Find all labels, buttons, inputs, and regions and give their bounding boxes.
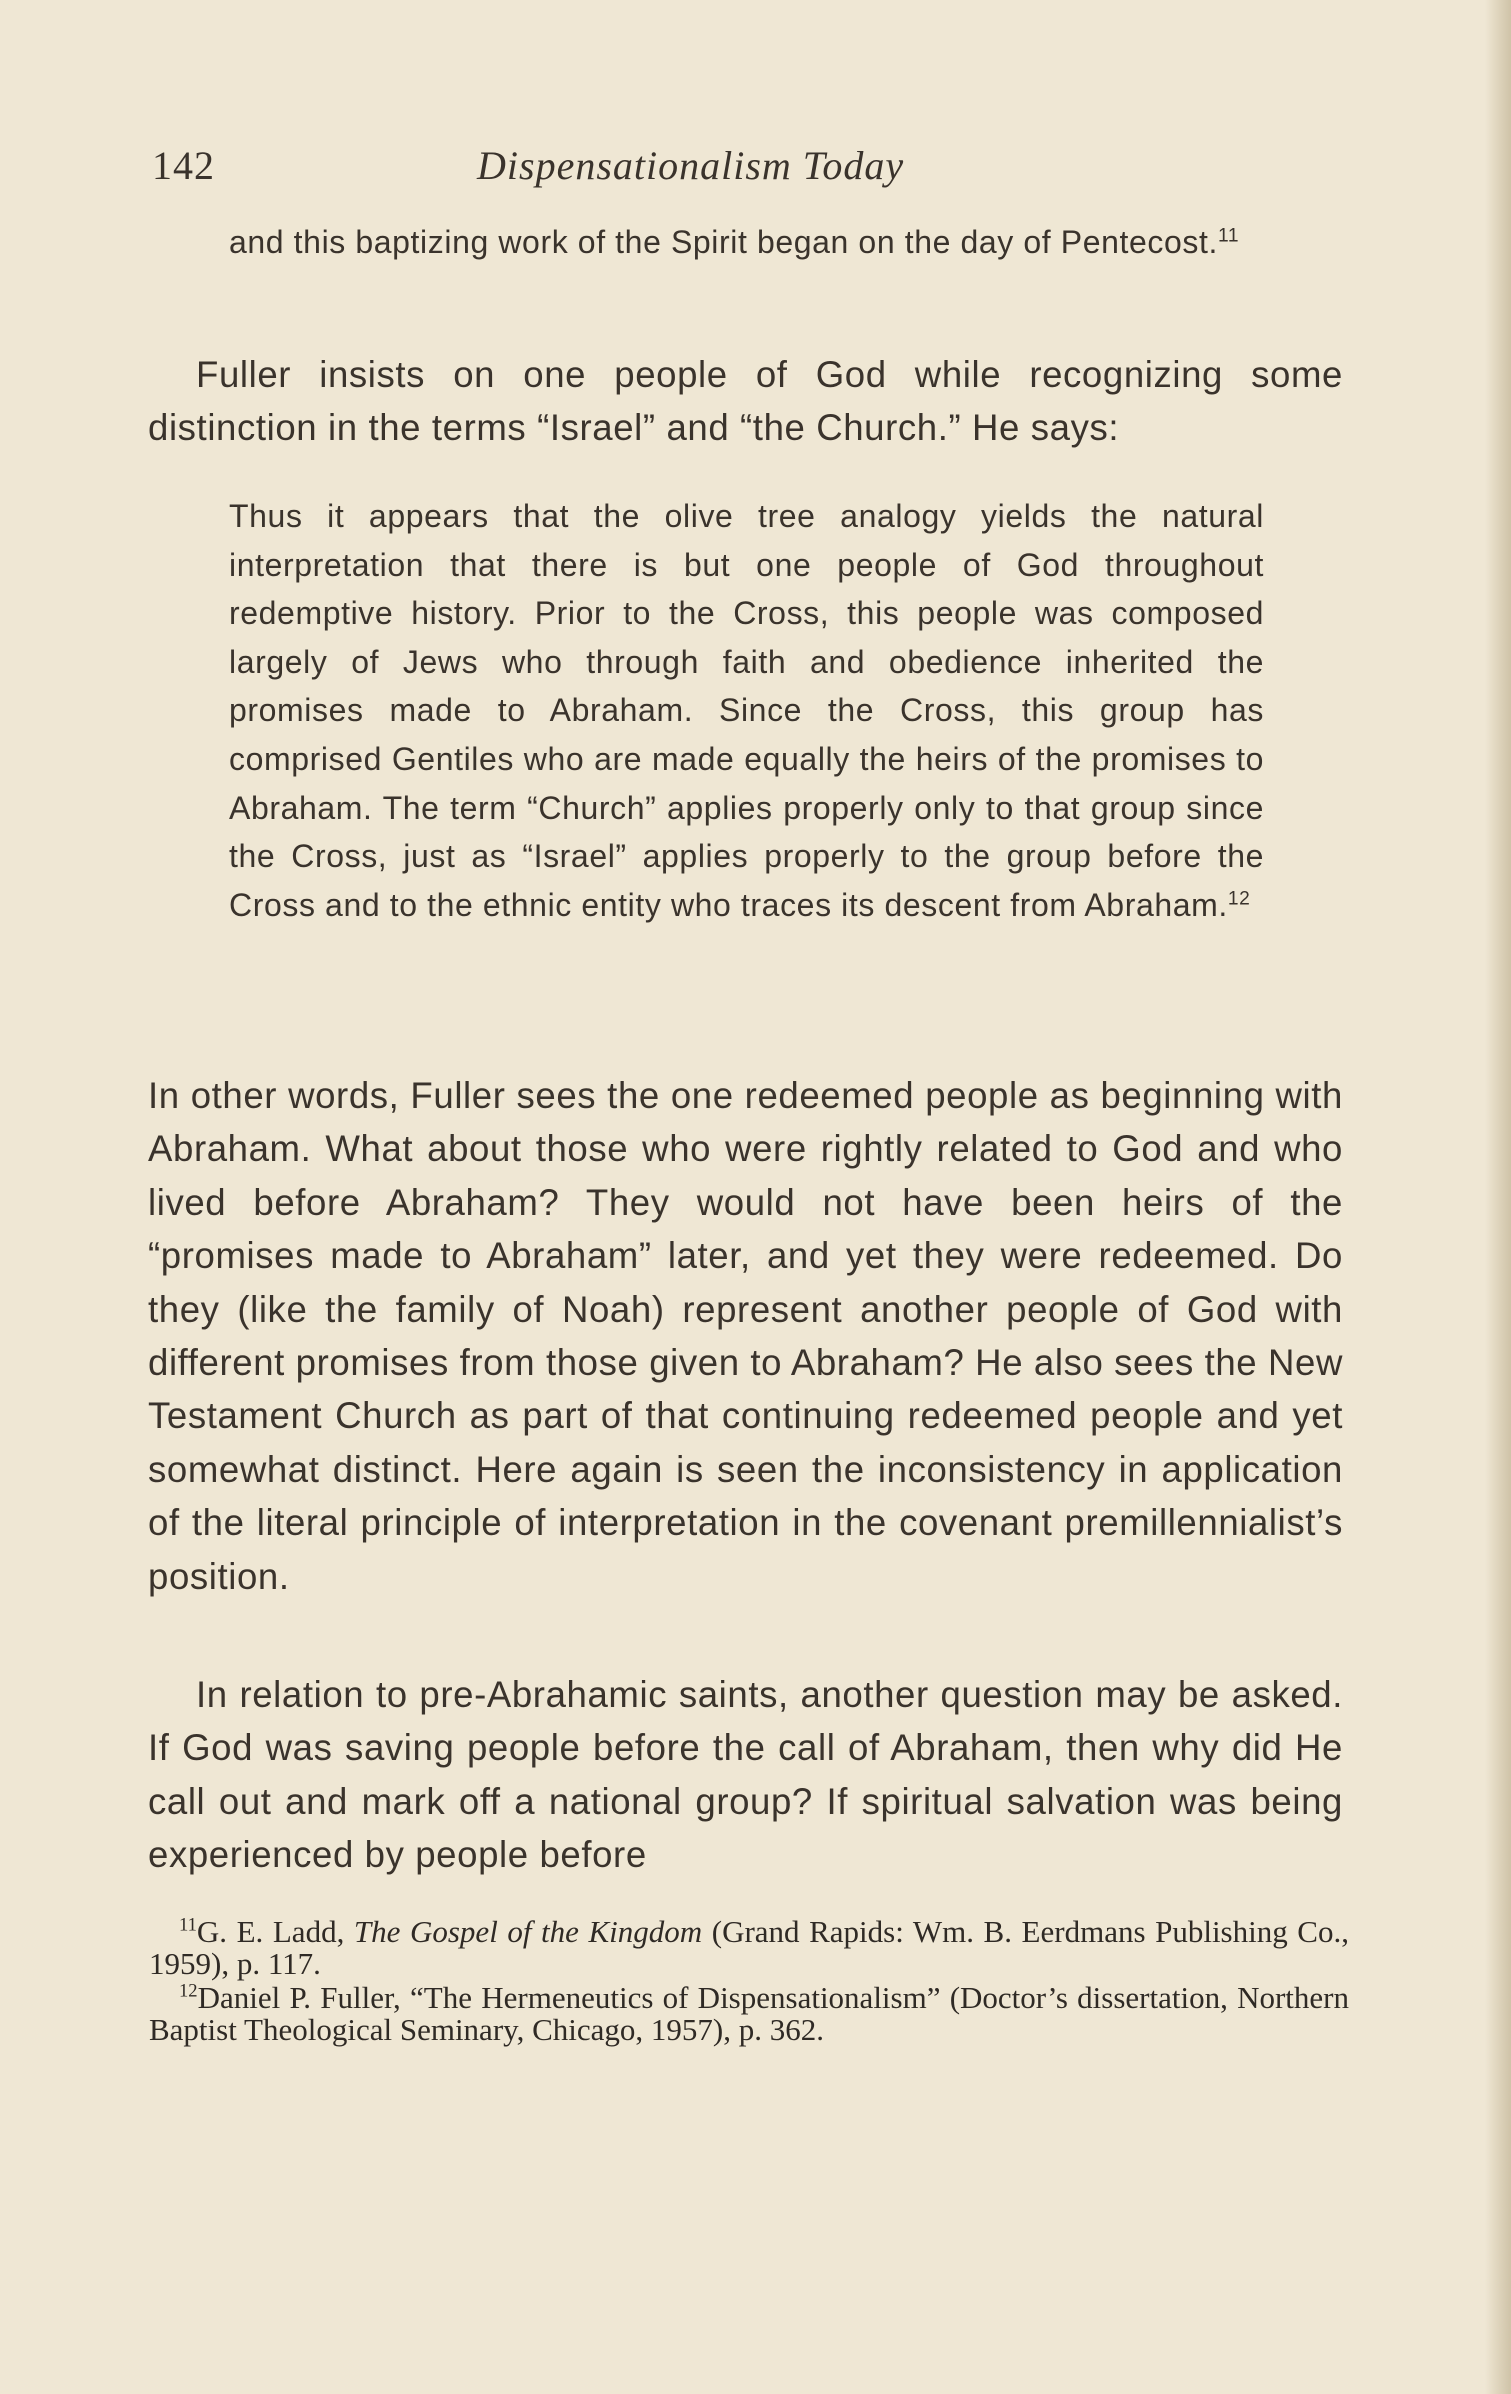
page-number: 142 <box>152 143 215 188</box>
footnote-text: (Grand Rapids: Wm. B. Eerdmans Publishing Co., 1959), p. 117. <box>149 1914 1349 1981</box>
footnote-12 <box>149 1982 1349 2046</box>
block-quote-text: Thus it appears that the olive tree analogy yields the natural interpretation that there is but one people of God throughout redemptive history. Prior to the Cross, this people was composed largely of Jews who through faith and obedience inherited the promises made to Abraham. Since the Cross, this group has comprised Gentiles who are made equally the heirs of the promises to Abraham. The term “Church” applies properly only to that group since the Cross, just as “Israel” applies properly to the group before the Cross and to the ethnic entity who traces its descent from Abraham. <box>229 498 1264 923</box>
running-head: Dispensationalism Today <box>477 143 905 188</box>
footnote-number: 11 <box>179 1914 197 1936</box>
page-edge-shadow <box>1485 0 1511 2394</box>
paragraph-other-words: In other words, Fuller sees the one redeemed people as beginning with Abraham. What about those who were rightly related to God and who lived before Abraham? They would not have been heirs of the “promises made to Abraham” later, and yet they were redeemed. Do they (like the family of Noah) represent another people of God with different promises from those given to Abraham? He also sees the New Testament Church as part of that continuing redeemed people and yet somewhat distinct. Here again is seen the inconsistency in application of the literal principle of interpretation in the covenant premillennialist’s position. <box>148 1075 1343 1597</box>
footnote-ref-12: 12 <box>1227 888 1251 910</box>
footnote-ref-11: 11 <box>1217 225 1240 247</box>
continued-paragraph-text: and this baptizing work of the Spirit began on the day of Pentecost. <box>229 224 1218 260</box>
footnote-book-title: The Gospel of the Kingdom <box>353 1914 703 1949</box>
page-header <box>152 142 1352 192</box>
paragraph-fuller-intro: Fuller insists on one people of God while recognizing some distinction in the terms “Israel” and “the Church.” He says: <box>148 354 1343 449</box>
block-quote <box>229 492 1264 929</box>
footnote-number: 12 <box>179 1980 198 2002</box>
footnote-text: G. E. Ladd, <box>196 1914 354 1949</box>
footnote-text: Daniel P. Fuller, “The Hermeneutics of Dispensationalism” (Doctor’s dissertation, Northern Baptist Theological Seminary, Chicago, 1957), p. 362. <box>149 1980 1349 2047</box>
footnote-11 <box>149 1916 1349 1980</box>
paragraph-pre-abrahamic: In relation to pre-Abrahamic saints, another question may be asked. If God was saving people before the call of Abraham, then why did He call out and mark off a national group? If spiritual salvation was being experienced by people before <box>148 1674 1343 1876</box>
continued-paragraph <box>229 218 1289 267</box>
